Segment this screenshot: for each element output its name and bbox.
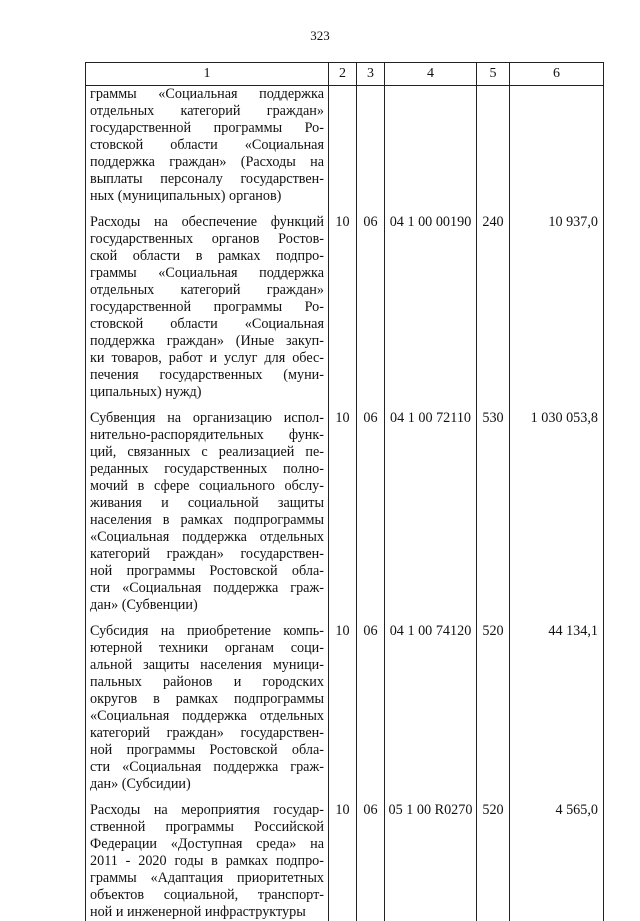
description-line: выплаты персоналу государствен-	[90, 171, 324, 188]
description-line: пальных районов и городских	[90, 674, 324, 691]
description-line: Федерации «Доступная среда» на	[90, 836, 324, 853]
description-line: стовской области «Социальная	[90, 316, 324, 333]
spacer-cell	[329, 793, 357, 802]
target-article-code: 04 1 00 00190	[385, 214, 477, 401]
column-header-3: 3	[357, 63, 385, 86]
description-line: печения государственных (муни-	[90, 367, 324, 384]
description-line: нительно-распорядительных функ-	[90, 427, 324, 444]
spacer-cell	[86, 205, 329, 214]
description-line: ной и инженерной инфраструктуры	[90, 904, 324, 921]
section-code: 10	[329, 802, 357, 921]
page-number: 323	[0, 28, 640, 44]
table-row	[86, 623, 604, 793]
spacer-cell	[86, 614, 329, 623]
spacer-cell	[357, 793, 385, 802]
spacer-cell	[357, 205, 385, 214]
spacer-cell	[385, 614, 477, 623]
expense-type-code	[477, 86, 510, 206]
expense-type-code: 530	[477, 410, 510, 614]
row-description	[86, 623, 329, 793]
section-code	[329, 86, 357, 206]
section-code: 10	[329, 214, 357, 401]
description-line: альной защиты населения муници-	[90, 657, 324, 674]
description-line: ской области в рамках подпро-	[90, 248, 324, 265]
target-article-code: 04 1 00 72110	[385, 410, 477, 614]
spacer-cell	[477, 205, 510, 214]
table-row	[86, 802, 604, 921]
description-line: Расходы на обеспечение функций	[90, 214, 324, 231]
amount: 4 565,0	[510, 802, 604, 921]
subsection-code	[357, 86, 385, 206]
description-line: ной программы Ростовской обла-	[90, 563, 324, 580]
section-code: 10	[329, 623, 357, 793]
description-line: стовской области «Социальная	[90, 137, 324, 154]
spacer-cell	[385, 793, 477, 802]
description-line: ций, связанных с реализацией пе-	[90, 444, 324, 461]
description-line: ственной программы Российской	[90, 819, 324, 836]
expense-type-code: 520	[477, 623, 510, 793]
description-line: граммы «Социальная поддержка	[90, 265, 324, 282]
table-row	[86, 410, 604, 614]
column-header-6: 6	[510, 63, 604, 86]
column-header-2: 2	[329, 63, 357, 86]
description-line: государственных органов Ростов-	[90, 231, 324, 248]
spacer-cell	[510, 205, 604, 214]
description-line: живания и социальной защиты	[90, 495, 324, 512]
description-line: населения в рамках подпрограммы	[90, 512, 324, 529]
description-line: отдельных категорий граждан»	[90, 103, 324, 120]
spacer-cell	[385, 401, 477, 410]
description-line: «Социальная поддержка отдельных	[90, 708, 324, 725]
description-line: 2011 - 2020 годы в рамках подпро-	[90, 853, 324, 870]
description-line: отдельных категорий граждан»	[90, 282, 324, 299]
expense-type-code: 520	[477, 802, 510, 921]
target-article-code	[385, 86, 477, 206]
description-line: государственной программы Ро-	[90, 299, 324, 316]
table-body	[86, 86, 604, 921]
spacer-cell	[357, 401, 385, 410]
budget-table	[85, 62, 604, 921]
row-description	[86, 410, 329, 614]
description-line: поддержка граждан» (Иные закуп-	[90, 333, 324, 350]
spacer-cell	[477, 614, 510, 623]
spacer-cell	[329, 401, 357, 410]
spacer-cell	[477, 793, 510, 802]
row-description	[86, 802, 329, 921]
subsection-code: 06	[357, 214, 385, 401]
table-row	[86, 214, 604, 401]
spacer-cell	[329, 614, 357, 623]
target-article-code: 04 1 00 74120	[385, 623, 477, 793]
description-line: реданных государственных полно-	[90, 461, 324, 478]
amount: 1 030 053,8	[510, 410, 604, 614]
amount	[510, 86, 604, 206]
expense-type-code: 240	[477, 214, 510, 401]
description-line: округов в рамках подпрограммы	[90, 691, 324, 708]
description-line: граммы «Адаптация приоритетных	[90, 870, 324, 887]
amount: 44 134,1	[510, 623, 604, 793]
subsection-code: 06	[357, 410, 385, 614]
description-line: ной программы Ростовской обла-	[90, 742, 324, 759]
description-line: объектов социальной, транспорт-	[90, 887, 324, 904]
description-line: государственной программы Ро-	[90, 120, 324, 137]
section-code: 10	[329, 410, 357, 614]
spacer-cell	[510, 614, 604, 623]
subsection-code: 06	[357, 802, 385, 921]
row-description	[86, 86, 329, 206]
spacer-cell	[86, 793, 329, 802]
description-line: ципальных) нужд)	[90, 384, 324, 401]
spacer-cell	[385, 205, 477, 214]
spacer-cell	[510, 401, 604, 410]
spacer-cell	[329, 205, 357, 214]
column-header-1: 1	[86, 63, 329, 86]
amount: 10 937,0	[510, 214, 604, 401]
row-spacer	[86, 401, 604, 410]
spacer-cell	[477, 401, 510, 410]
description-line: мочий в сфере социального обслу-	[90, 478, 324, 495]
row-spacer	[86, 793, 604, 802]
row-spacer	[86, 205, 604, 214]
spacer-cell	[510, 793, 604, 802]
description-line: «Социальная поддержка отдельных	[90, 529, 324, 546]
row-spacer	[86, 614, 604, 623]
target-article-code: 05 1 00 R0270	[385, 802, 477, 921]
description-line: Субвенция на организацию испол-	[90, 410, 324, 427]
description-line: ютерной техники органам соци-	[90, 640, 324, 657]
description-line: Расходы на мероприятия государ-	[90, 802, 324, 819]
column-header-4: 4	[385, 63, 477, 86]
description-line: ки товаров, работ и услуг для обес-	[90, 350, 324, 367]
table-row	[86, 86, 604, 206]
description-line: сти «Социальная поддержка граж-	[90, 759, 324, 776]
description-line: сти «Социальная поддержка граж-	[90, 580, 324, 597]
description-line: дан» (Субвенции)	[90, 597, 324, 614]
description-line: Субсидия на приобретение компь-	[90, 623, 324, 640]
spacer-cell	[86, 401, 329, 410]
table-header-row	[86, 63, 604, 86]
description-line: категорий граждан» государствен-	[90, 546, 324, 563]
description-line: ных (муниципальных) органов)	[90, 188, 324, 205]
description-line: категорий граждан» государствен-	[90, 725, 324, 742]
description-line: поддержка граждан» (Расходы на	[90, 154, 324, 171]
description-line: дан» (Субсидии)	[90, 776, 324, 793]
row-description	[86, 214, 329, 401]
spacer-cell	[357, 614, 385, 623]
description-line: граммы «Социальная поддержка	[90, 86, 324, 103]
column-header-5: 5	[477, 63, 510, 86]
subsection-code: 06	[357, 623, 385, 793]
